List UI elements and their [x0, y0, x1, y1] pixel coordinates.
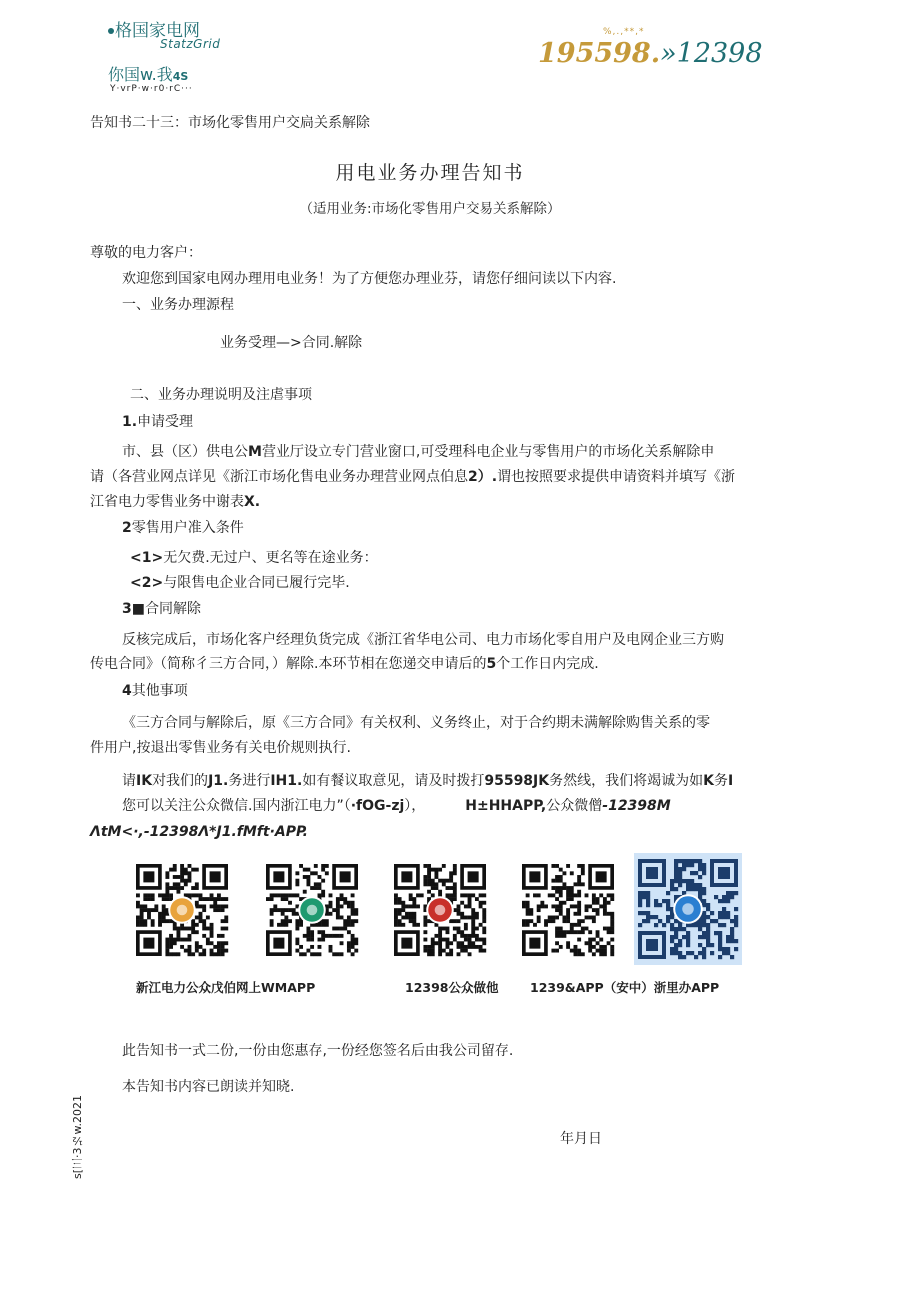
- item2-cond2-text: 与限售电企业合同已履行完毕.: [163, 575, 350, 591]
- section2-heading: 二、业务办理说明及注虐事项: [130, 387, 312, 403]
- item2-cond1-text: 无欠费.无过户、更名等在途业务：: [163, 550, 378, 566]
- closing-line1: [122, 770, 733, 792]
- closing-l1-k: 务: [713, 773, 728, 789]
- item4-title: 其他事项: [131, 683, 188, 699]
- closing-l1-b: IK: [136, 773, 153, 789]
- qr-code-zhejiang-power-wechat: [132, 858, 232, 962]
- item2-cond1-num: <1>: [130, 550, 164, 566]
- item3-heading: [122, 598, 201, 620]
- item4-line1: 《三方合同与解除后，原《三方合同》有关权利、义务终止，对于合约期未满解除购售关系的零: [122, 715, 710, 731]
- closing-l1-e: 务进行: [228, 773, 271, 789]
- item2-title: 零售用户准入条件: [131, 520, 244, 536]
- closing-l1-a: 请: [122, 773, 136, 789]
- logo-en-text: StatzGrid: [160, 37, 221, 51]
- vertical-note: s[三·3½w.2021: [71, 1095, 84, 1179]
- doc-label: 告知书二十三：市场化零售用户交扃关系解除: [90, 115, 370, 131]
- closing-line2: [122, 795, 671, 817]
- section1-heading: 一、业务办理源程: [122, 297, 234, 313]
- item4-line2: 件用户,按退出零售业务有关电价规则执行.: [90, 740, 351, 756]
- qr-caption-2: 12398公众做他: [405, 980, 499, 995]
- item3-line2-b: 5: [486, 656, 497, 672]
- slogan-cn-text: 你国w.我: [108, 65, 173, 84]
- qr-code-12398-wechat: [390, 858, 490, 962]
- qr-caption-3: 1239&APP（安中）浙里办APP: [530, 980, 720, 995]
- closing-l1-f: IH1.: [270, 773, 303, 789]
- closing-l1-l: I: [727, 773, 734, 789]
- item3-line2-a: 传电合同》（简称彳三方合同，）解除.本环节相在您递交申请后的: [90, 656, 487, 672]
- hotline-numbers: [538, 38, 763, 69]
- item1-line1-a: 市、县（区）供电公: [122, 444, 248, 460]
- item3-title: 合同解除: [144, 601, 201, 617]
- closing-l2-a: 您可以关注公众微信.国内浙江电力”（: [122, 798, 351, 814]
- item2-cond2-num: <2>: [130, 575, 164, 591]
- item2-cond1: [130, 547, 378, 569]
- item1-line2: [90, 466, 735, 488]
- item3-line2: [90, 653, 599, 675]
- item1-num: 1.: [122, 414, 138, 430]
- item1-title: 申请受理: [137, 414, 194, 430]
- closing-l2-e: 公众微僧: [546, 798, 603, 814]
- date-field: 年月日: [560, 1131, 602, 1147]
- closing-l2-f: -12398M: [602, 798, 671, 814]
- item4-heading: [122, 680, 188, 702]
- closing-l1-g: 如有餐议取意见，请及时拨打: [302, 773, 485, 789]
- item2-num: 2: [122, 520, 132, 536]
- doc-title: 用电业务办理告知书: [335, 162, 525, 184]
- item1-line3: [90, 491, 260, 513]
- logo-mark-icon: [108, 28, 114, 34]
- item3-line2-c: 个工作日内完成.: [496, 656, 599, 672]
- item1-line1: [122, 441, 714, 463]
- item1-line2-a: 请（各营业网点详见《浙江市场化售电业务办理营业网点伯息: [90, 469, 468, 485]
- item2-cond2: [130, 572, 350, 594]
- item1-line1-c: 营业厅设立专门营业窗口,可受理科电企业与零售用户的市场化关系解除申: [261, 444, 715, 460]
- item2-heading: [122, 517, 244, 539]
- process-flow: 业务受理—>合同.解除: [220, 335, 363, 351]
- welcome-text: 欢迎您到国家电网办理用电业务！为了方便您办理业芬，请您仔细问读以下内容.: [122, 271, 617, 287]
- closing-l2-d: H±HHAPP,: [465, 798, 547, 814]
- slogan-en-text: Y·vrP·w·r0·rC···: [110, 84, 193, 94]
- logo-cn-text: 格国家电网: [115, 21, 200, 41]
- slogan: [108, 62, 188, 85]
- item1-line3-b: X.: [244, 494, 261, 510]
- slogan-num: 4S: [172, 70, 189, 83]
- item1-line2-b: 2）.: [468, 469, 498, 485]
- closing-l2-c: ），: [404, 798, 426, 814]
- qr-code-online-grid-app: [262, 858, 362, 962]
- read-confirmation: 本告知书内容已朗读并知晓.: [122, 1079, 295, 1095]
- item1-line3-a: 江省电力零售业务中谢表: [90, 494, 244, 510]
- item1-line1-b: M: [248, 444, 262, 460]
- item3-line1: 反核完成后，市场化客户经理负货完成《浙江省华电公司、电力市场化零自用户及电网企业三方购: [122, 632, 724, 648]
- qr-code-zheliban-app: [634, 853, 742, 965]
- hotline-dots: %,.,**,*: [603, 27, 645, 37]
- copies-note: 此告知书一式二份,一份由您惠存,一份经您签名后由我公司留存.: [122, 1043, 514, 1059]
- qr-caption-1: 新江电力公众戊伯网上WMAPP: [136, 980, 316, 995]
- closing-line3: ΛtM<·,-12398Λ*J1.fMft·APP.: [90, 824, 308, 840]
- item1-line2-c: 谓也按照要求提供申请资料并填写《浙: [497, 469, 736, 485]
- closing-l2-b: ·fOG-zj: [350, 798, 405, 814]
- hotline-12398: »12398: [660, 38, 763, 69]
- greeting: 尊敬的电力客户：: [90, 245, 202, 261]
- item3-num: 3■: [122, 601, 145, 617]
- closing-l1-d: J1.: [208, 773, 229, 789]
- doc-subtitle: （适用业务:市场化零售用户交易关系解除）: [299, 201, 561, 217]
- item1-heading: [122, 411, 193, 433]
- closing-l1-i: 务然线，我们将竭诚为如: [549, 773, 704, 789]
- closing-l1-h: 95598JK: [484, 773, 550, 789]
- item4-num: 4: [122, 683, 132, 699]
- hotline-95598: 195598.: [538, 38, 661, 69]
- qr-code-12398-app: [518, 858, 618, 962]
- closing-l1-j: K: [703, 773, 714, 789]
- closing-l1-c: 对我们的: [152, 773, 209, 789]
